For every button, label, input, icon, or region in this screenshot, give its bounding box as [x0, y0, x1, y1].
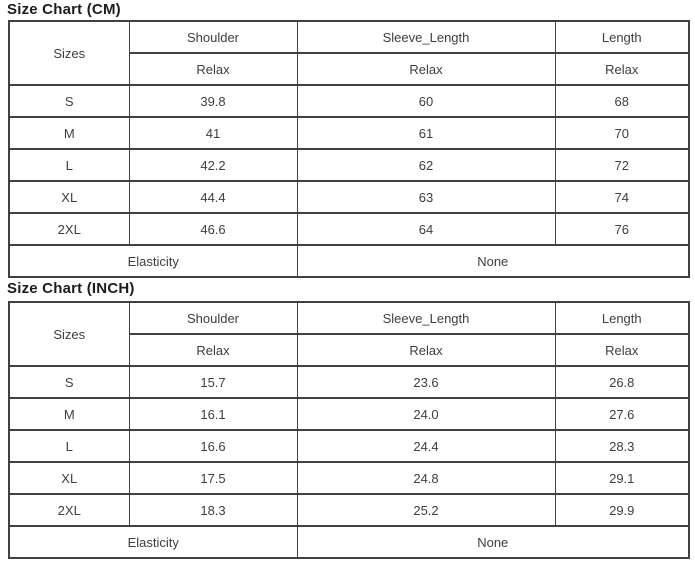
size-cell: M — [9, 398, 129, 430]
value-cell: 64 — [297, 213, 555, 245]
size-table-cm — [8, 20, 690, 278]
header-cell-relax: Relax — [555, 53, 689, 85]
size-cell: M — [9, 117, 129, 149]
value-cell: 62 — [297, 149, 555, 181]
table-row — [9, 117, 689, 149]
header-row-measures — [9, 302, 689, 334]
header-cell-sizes: Sizes — [9, 21, 129, 85]
elasticity-value-cell: None — [297, 526, 689, 558]
value-cell: 39.8 — [129, 85, 297, 117]
header-row-measures — [9, 21, 689, 53]
table-row — [9, 398, 689, 430]
value-cell: 72 — [555, 149, 689, 181]
header-cell-length: Length — [555, 302, 689, 334]
size-chart-cm-section — [0, 1, 695, 278]
size-cell: XL — [9, 181, 129, 213]
section-title-inch: Size Chart (INCH) — [7, 280, 135, 297]
header-cell-relax: Relax — [297, 53, 555, 85]
table-row — [9, 149, 689, 181]
value-cell: 18.3 — [129, 494, 297, 526]
value-cell: 24.8 — [297, 462, 555, 494]
header-cell-relax: Relax — [129, 334, 297, 366]
header-cell-relax: Relax — [129, 53, 297, 85]
table-row — [9, 181, 689, 213]
value-cell: 61 — [297, 117, 555, 149]
value-cell: 16.1 — [129, 398, 297, 430]
header-cell-relax: Relax — [555, 334, 689, 366]
value-cell: 25.2 — [297, 494, 555, 526]
value-cell: 15.7 — [129, 366, 297, 398]
size-cell: S — [9, 366, 129, 398]
footer-row — [9, 526, 689, 558]
value-cell: 68 — [555, 85, 689, 117]
value-cell: 42.2 — [129, 149, 297, 181]
value-cell: 60 — [297, 85, 555, 117]
table-row — [9, 213, 689, 245]
section-title-cm: Size Chart (CM) — [7, 1, 121, 18]
value-cell: 29.1 — [555, 462, 689, 494]
header-cell-length: Length — [555, 21, 689, 53]
value-cell: 27.6 — [555, 398, 689, 430]
table-row — [9, 494, 689, 526]
elasticity-label-cell: Elasticity — [9, 245, 297, 277]
size-cell: L — [9, 430, 129, 462]
table-row — [9, 366, 689, 398]
header-cell-relax: Relax — [297, 334, 555, 366]
elasticity-value-cell: None — [297, 245, 689, 277]
header-cell-shoulder: Shoulder — [129, 21, 297, 53]
value-cell: 46.6 — [129, 213, 297, 245]
value-cell: 41 — [129, 117, 297, 149]
header-cell-shoulder: Shoulder — [129, 302, 297, 334]
value-cell: 26.8 — [555, 366, 689, 398]
value-cell: 70 — [555, 117, 689, 149]
value-cell: 76 — [555, 213, 689, 245]
size-cell: XL — [9, 462, 129, 494]
size-cell: S — [9, 85, 129, 117]
table-row — [9, 430, 689, 462]
value-cell: 44.4 — [129, 181, 297, 213]
value-cell: 24.4 — [297, 430, 555, 462]
header-cell-sleeve-length: Sleeve_Length — [297, 302, 555, 334]
table-row — [9, 85, 689, 117]
footer-row — [9, 245, 689, 277]
size-cell: 2XL — [9, 213, 129, 245]
size-cell: 2XL — [9, 494, 129, 526]
size-table-inch — [8, 301, 690, 559]
size-chart-inch-section — [0, 280, 695, 559]
value-cell: 24.0 — [297, 398, 555, 430]
size-cell: L — [9, 149, 129, 181]
elasticity-label-cell: Elasticity — [9, 526, 297, 558]
header-cell-sleeve-length: Sleeve_Length — [297, 21, 555, 53]
value-cell: 17.5 — [129, 462, 297, 494]
value-cell: 74 — [555, 181, 689, 213]
header-cell-sizes: Sizes — [9, 302, 129, 366]
value-cell: 23.6 — [297, 366, 555, 398]
value-cell: 29.9 — [555, 494, 689, 526]
value-cell: 28.3 — [555, 430, 689, 462]
value-cell: 16.6 — [129, 430, 297, 462]
table-row — [9, 462, 689, 494]
value-cell: 63 — [297, 181, 555, 213]
